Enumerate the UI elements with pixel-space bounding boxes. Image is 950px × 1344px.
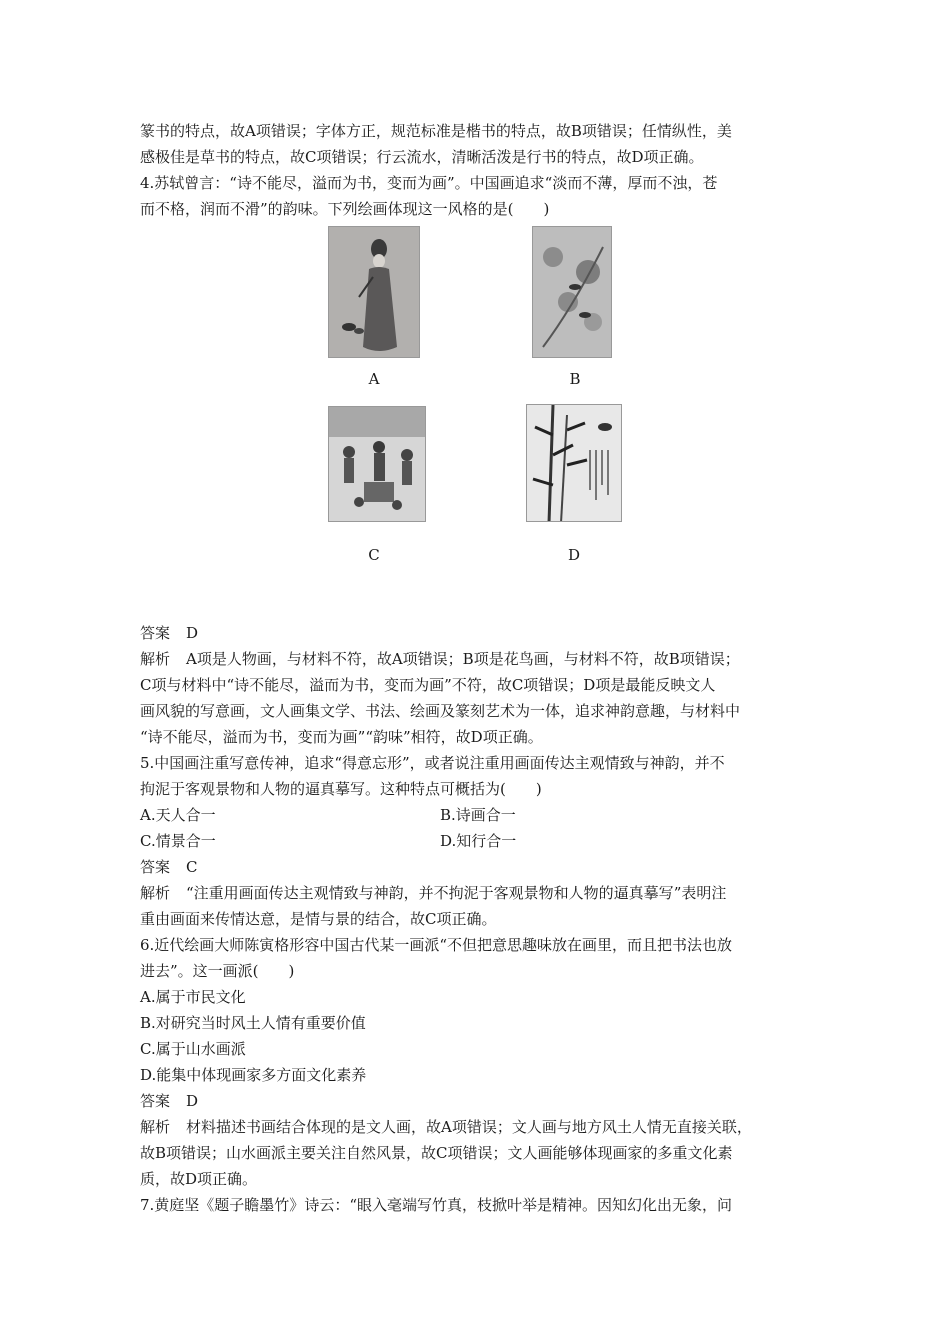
q4-answer [140,620,812,646]
answer-label: 答案 [140,1092,171,1110]
intro-line-1: 篆书的特点，故A项错误；字体方正，规范标准是楷书的特点，故B项错误；任情纵性，美 [140,122,732,140]
q6-analysis-line-2: 故B项错误；山水画派主要关注自然风景，故C项错误；文人画能够体现画家的多重文化素 [140,1144,733,1162]
answer-value: C [186,858,198,876]
analysis-text: A项是人物画，与材料不符，故A项错误；B项是花鸟画，与材料不符，故B项错误； [186,650,740,668]
q5-stem-line-2: 拘泥于客观景物和人物的逼真摹写。这种特点可概括为( ) [140,780,542,798]
painting-a-label: A [368,370,380,388]
q6-option-d: D.能集中体现画家多方面文化素养 [140,1066,367,1084]
answer-label: 答案 [140,858,171,876]
q5-option-a: A.天人合一 [140,806,216,824]
analysis-text: “注重用画面传达主观情致与神韵，并不拘泥于客观景物和人物的逼真摹写”表明注 [186,884,727,902]
q6-option-b: B.对研究当时风土人情有重要价值 [140,1014,366,1032]
q5-option-d: D.知行合一 [440,832,517,850]
painting-b-image [532,226,612,358]
q5-option-b: B.诗画合一 [440,806,516,824]
answer-value: D [186,1092,199,1110]
painting-a-image [328,226,420,358]
painting-b-label: B [569,370,581,388]
answer-label: 答案 [140,624,171,642]
q7-stem-line-1: 7.黄庭坚《题子瞻墨竹》诗云：“眼入毫端写竹真，枝掀叶举是精神。因知幻化出无象，问 [140,1196,732,1214]
q5-option-c: C.情景合一 [140,832,216,850]
lady-figure-icon [329,227,420,358]
flower-bird-icon [533,227,612,358]
q5-analysis-line-1 [140,880,812,906]
q5-analysis-line-2: 重由画面来传情达意，是情与景的结合，故C项正确。 [140,910,497,928]
ink-bamboo-icon [527,405,622,522]
crowd-scene-icon [329,407,426,522]
q6-analysis-line-3: 质，故D项正确。 [140,1170,258,1188]
intro-line-2: 感极佳是草书的特点，故C项错误；行云流水，清晰活泼是行书的特点，故D项正确。 [140,148,704,166]
q6-analysis-line-1 [140,1114,812,1140]
analysis-text: 材料描述书画结合体现的是文人画，故A项错误；文人画与地方风土人情无直接关联， [186,1118,752,1136]
analysis-label: 解析 [140,884,171,902]
q4-stem-line-1: 4.苏轼曾言：“诗不能尽，溢而为书，变而为画”。中国画追求“淡而不薄，厚而不浊，苍 [140,174,718,192]
analysis-label: 解析 [140,1118,171,1136]
q6-option-a: A.属于市民文化 [140,988,246,1006]
q5-options-row-2 [140,828,812,854]
painting-c-image [328,406,426,522]
q4-analysis-line-3: 画风貌的写意画，文人画集文学、书法、绘画及篆刻艺术为一体，追求神韵意趣，与材料中 [140,702,741,720]
painting-d-image [526,404,622,522]
q4-stem-line-2: 而不格，润而不滑”的韵味。下列绘画体现这一风格的是( ) [140,200,550,218]
q6-option-c: C.属于山水画派 [140,1040,246,1058]
answer-value: D [186,624,199,642]
q4-image-grid [140,226,812,618]
q5-stem-line-1: 5.中国画注重写意传神，追求“得意忘形”，或者说注重用画面传达主观情致与神韵，并不 [140,754,725,772]
q4-analysis-line-2: C项与材料中“诗不能尽，溢而为书，变而为画”不符，故C项错误；D项是最能反映文人 [140,676,716,694]
q6-stem-line-2: 进去”。这一画派( ) [140,962,295,980]
q5-options-row-1 [140,802,812,828]
q6-stem-line-1: 6.近代绘画大师陈寅格形容中国古代某一画派“不但把意思趣味放在画里，而且把书法也放 [140,936,732,954]
q6-answer [140,1088,812,1114]
q4-analysis-line-4: “诗不能尽，溢而为书，变而为画”“韵味”相符，故D项正确。 [140,728,543,746]
painting-d-label: D [567,546,581,564]
document-page [140,118,812,1218]
painting-c-label: C [368,546,380,564]
analysis-label: 解析 [140,650,171,668]
q4-analysis-line-1 [140,646,812,672]
q5-answer [140,854,812,880]
